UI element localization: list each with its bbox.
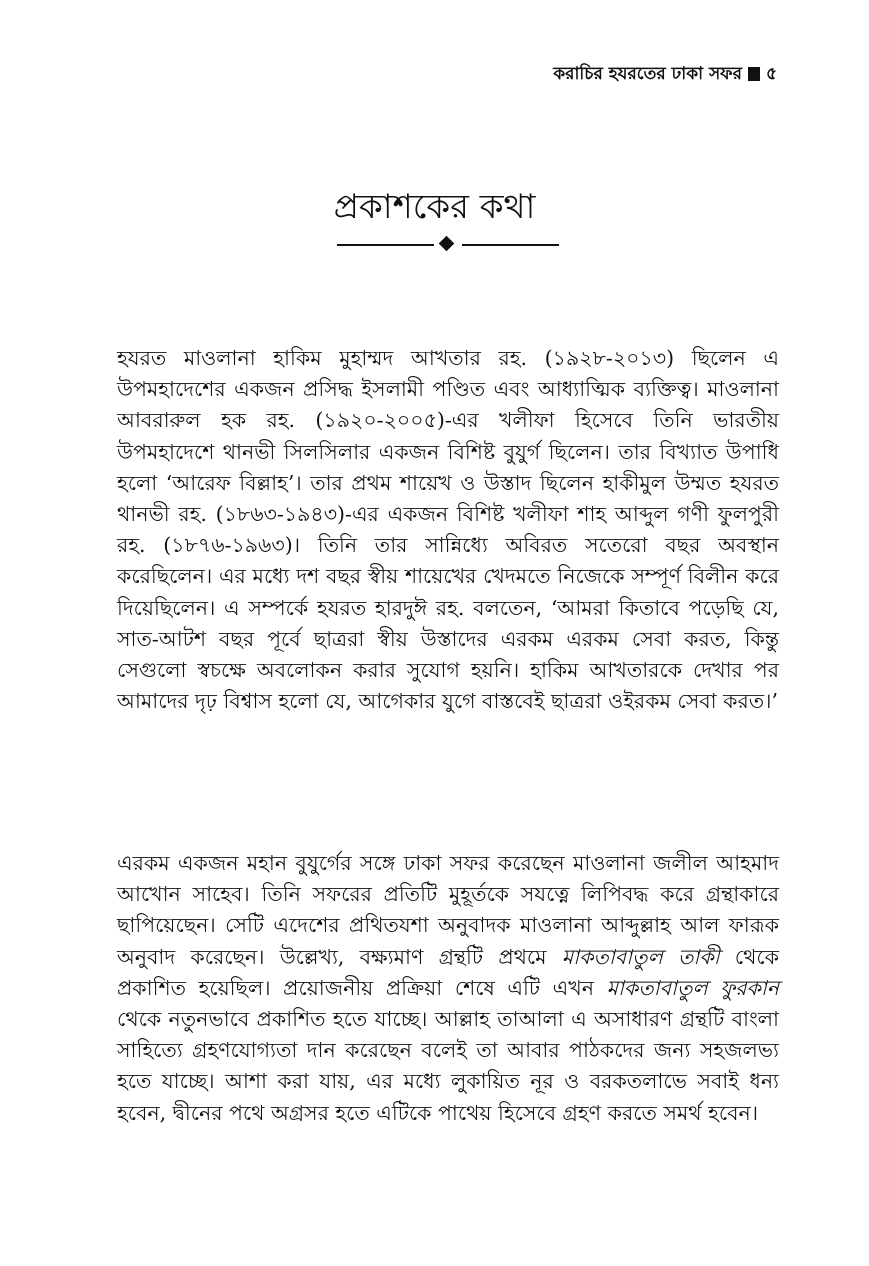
ornament-line-right: [462, 244, 559, 246]
paragraph-1: [117, 343, 779, 717]
page-number: ৫: [765, 64, 777, 84]
ornament-line-left: [337, 244, 434, 246]
running-head: [553, 64, 777, 84]
publisher-name-2: মাকতাবাতুল ফুরকান: [606, 975, 779, 1000]
square-bullet-icon: [748, 67, 760, 81]
paragraph-2: [117, 848, 779, 1129]
paragraph-2-part-2: থেকে প্রকাশিত হয়েছিল। প্রয়োজনীয় প্রক্রিয়া শেষে এটি এখন: [117, 944, 779, 1000]
page-title: প্রকাশকের কথা: [333, 187, 536, 227]
paragraph-2-part-3: থেকে নতুনভাবে প্রকাশিত হতে যাচ্ছে। আল্লাহ তাআলা এ অসাধারণ গ্রন্থটি বাংলা সাহিত্যে গ্রহণযোগ্যতা দান করেছেন বলেই তা আবার পাঠকদের জন্য সহজলভ্য হতে যাচ্ছে। আশা করা যায়, এর মধ্যে লুকায়িত নূর ও বরকতলাভে সবাই ধন্য হবেন, দ্বীনের পথে অগ্রসর হতে এটিকে পাথেয় হিসেবে গ্রহণ করতে সমর্থ হবেন।: [117, 1007, 779, 1125]
diamond-icon: [439, 236, 455, 252]
paragraph-1-text: হযরত মাওলানা হাকিম মুহাম্মদ আখতার রহ. (১৯২৮-২০১৩) ছিলেন এ উপমহাদেশের একজন প্রসিদ্ধ ইসলামী পণ্ডিত এবং আধ্যাত্মিক ব্যক্তিত্ব। মাওলানা আবরারুল হক রহ. (১৯২০-২০০৫)-এর খলীফা হিসেবে তিনি ভারতীয় উপমহাদেশে থানভী সিলসিলার একজন বিশিষ্ট বুযুর্গ ছিলেন। তার বিখ্যাত উপাধি হলো ‘আরেফ বিল্লাহ’। তার প্রথম শায়েখ ও উস্তাদ ছিলেন হাকীমুল উম্মত হযরত থানভী রহ. (১৮৬৩-১৯৪৩)-এর একজন বিশিষ্ট খলীফা শাহ আব্দুল গণী ফুলপুরী রহ. (১৮৭৬-১৯৬৩)। তিনি তার সান্নিধ্যে অবিরত সতেরো বছর অবস্থান করেছিলেন। এর মধ্যে দশ বছর স্বীয় শায়েখের খেদমতে নিজেকে সম্পূর্ণ বিলীন করে দিয়েছিলেন। এ সম্পর্কে হযরত হারদুঈ রহ. বলতেন, ‘আমরা কিতাবে পড়েছি যে, সাত-আটশ বছর পূর্বে ছাত্ররা স্বীয় উস্তাদের এরকম এরকম সেবা করত, কিন্তু সেগুলো স্বচক্ষে অবলোকন করার সুযোগ হয়নি। হাকিম আখতারকে দেখার পর আমাদের দৃঢ় বিশ্বাস হলো যে, আগেকার যুগে বাস্তবেই ছাত্ররা ওইরকম সেবা করত।’: [117, 346, 779, 714]
title-ornament: [337, 236, 559, 254]
publisher-name-1: মাকতাবাতুল তাকী: [561, 944, 720, 969]
paragraph-2-text: [117, 848, 779, 1129]
running-head-title: করাচির হযরতের ঢাকা সফর: [553, 64, 742, 84]
paragraph-2-part-1: এরকম একজন মহান বুযুর্গের সঙ্গে ঢাকা সফর করেছেন মাওলানা জলীল আহমাদ আখোন সাহেব। তিনি সফরের প্রতিটি মুহূর্তকে সযত্নে লিপিবদ্ধ করে গ্রন্থাকারে ছাপিয়েছেন। সেটি এদেশের প্রথিতযশা অনুবাদক মাওলানা আব্দুল্লাহ আল ফারূক অনুবাদ করেছেন। উল্লেখ্য, বক্ষ্যমাণ গ্রন্থটি প্রথমে: [117, 851, 779, 969]
